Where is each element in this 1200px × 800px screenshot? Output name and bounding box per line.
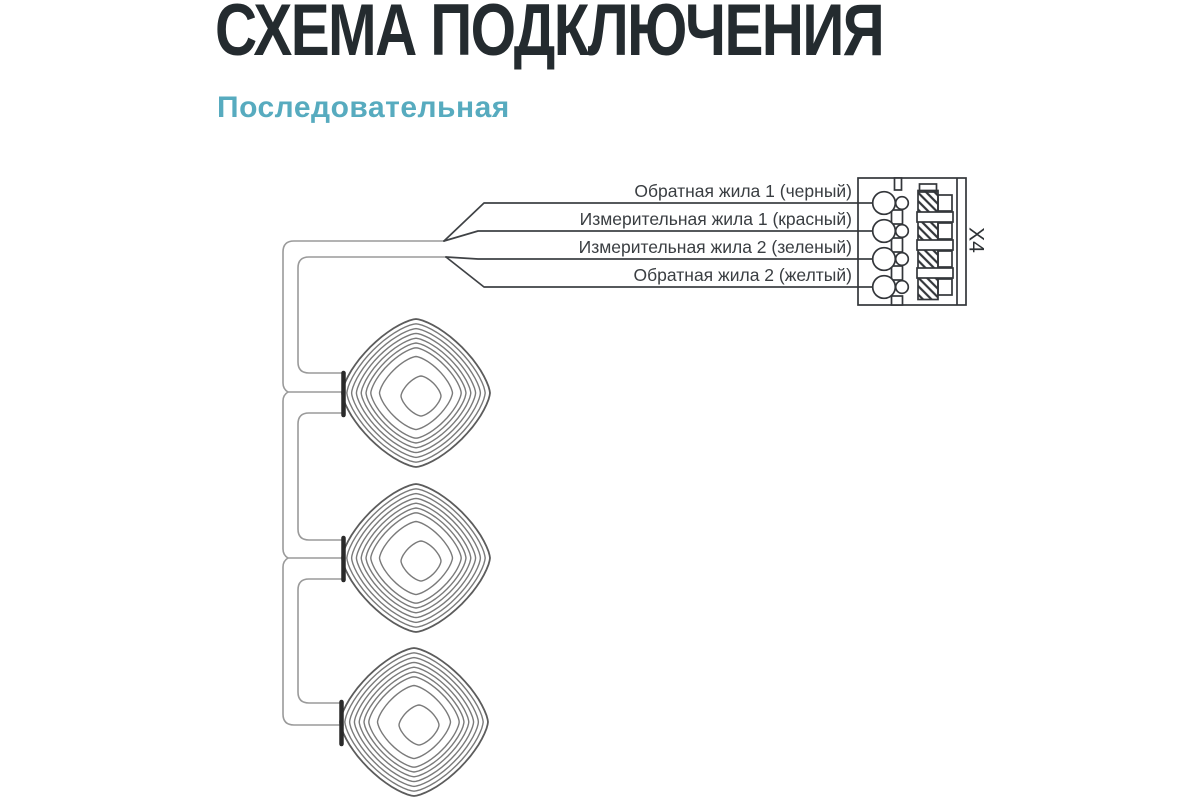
wire-label-return-2: Обратная жила 2 (желтый) bbox=[633, 265, 852, 285]
terminal-clamp-1 bbox=[873, 192, 896, 215]
connector-bottom-tooth bbox=[892, 296, 903, 305]
coil-1-inner-turn bbox=[401, 376, 441, 416]
connector-top-tooth bbox=[895, 178, 902, 190]
feed-line-coil-1 bbox=[298, 257, 446, 373]
link-line-coil2-coil3 bbox=[298, 579, 345, 703]
wire-run-measuring-2 bbox=[446, 257, 873, 259]
coil-1-turn bbox=[380, 357, 453, 430]
coil-2-turn bbox=[380, 522, 453, 595]
link-line-coil1-coil2 bbox=[298, 413, 345, 540]
coil-1-turn bbox=[342, 319, 490, 467]
terminal-clamp-small-3 bbox=[896, 253, 909, 266]
coil-1-turn bbox=[356, 333, 475, 452]
connector-designation-label: X4 bbox=[964, 227, 988, 253]
coil-2-turn bbox=[356, 498, 475, 617]
screw-bracket-3 bbox=[938, 251, 952, 267]
terminal-clamp-3 bbox=[873, 248, 896, 271]
page-title: СХЕМА ПОДКЛЮЧЕНИЯ bbox=[215, 0, 884, 71]
coil-1-turn bbox=[347, 324, 485, 462]
coil-1-turn bbox=[371, 348, 461, 438]
coil-3-turn bbox=[364, 672, 464, 772]
return-bus-line bbox=[283, 241, 444, 725]
terminal-clamp-small-1 bbox=[896, 197, 909, 210]
screw-divider-bar bbox=[917, 240, 953, 250]
terminal-clamp-2 bbox=[873, 220, 896, 243]
coil-1-turn bbox=[366, 343, 466, 443]
page-subtitle: Последовательная bbox=[217, 91, 510, 124]
coil-3-turn bbox=[359, 667, 469, 777]
coil-3-inner-turn bbox=[399, 705, 439, 745]
coil-1-turn bbox=[361, 338, 471, 448]
coil-2-inner-turn bbox=[401, 541, 441, 581]
screw-divider-bar bbox=[917, 268, 953, 278]
screw-divider-bar bbox=[917, 212, 953, 222]
terminal-clamp-4 bbox=[873, 276, 896, 299]
coil-2-turn bbox=[342, 484, 490, 632]
screw-bracket-2 bbox=[938, 223, 952, 239]
connector-tooth bbox=[892, 210, 903, 224]
coil-3-turn bbox=[340, 648, 488, 796]
coil-2-turn bbox=[347, 489, 485, 627]
wire-label-measuring-1: Измерительная жила 1 (красный) bbox=[579, 209, 852, 229]
screw-bracket-4 bbox=[938, 279, 952, 295]
terminal-clamp-small-4 bbox=[896, 281, 909, 294]
coil-3-turn bbox=[378, 686, 451, 759]
coil-3-turn bbox=[345, 653, 483, 791]
coil-2-turn bbox=[371, 513, 461, 603]
coil-2-turn bbox=[361, 503, 471, 613]
diagram-geometry bbox=[283, 178, 966, 796]
screw-bracket-1 bbox=[938, 195, 952, 211]
terminal-clamp-small-2 bbox=[896, 225, 909, 238]
coil-3-turn bbox=[354, 662, 473, 781]
connector-tooth bbox=[892, 238, 903, 252]
coil-3-turn bbox=[369, 677, 459, 767]
wire-label-return-1: Обратная жила 1 (черный) bbox=[634, 181, 852, 201]
wire-label-measuring-2: Измерительная жила 2 (зеленый) bbox=[578, 237, 852, 257]
coil-2-turn bbox=[366, 508, 466, 608]
connector-tooth bbox=[892, 266, 903, 280]
